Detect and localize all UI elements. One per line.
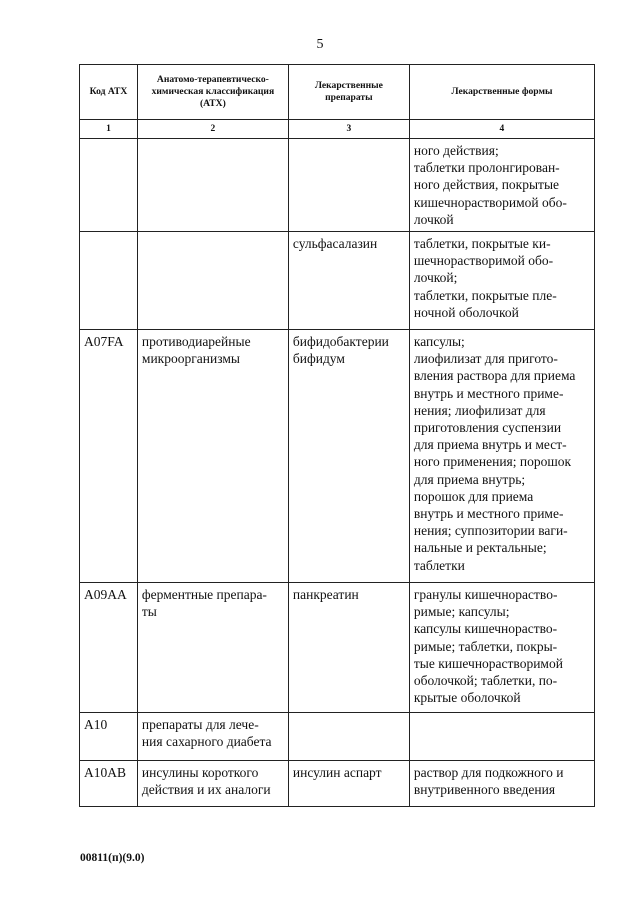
cell-text-line: гранулы кишечнораство-	[413, 587, 558, 603]
cell-text-line: таблетки пролонгирован-	[413, 160, 560, 176]
cell-drug	[288, 330, 409, 583]
header-atc-classification: Анатомо-терапевтическо-химическая классификация (АТХ)	[137, 65, 288, 120]
cell-code	[80, 583, 138, 713]
cell-text-line: препараты для лече-	[141, 717, 259, 733]
cell-drug	[288, 139, 409, 232]
table-header-row	[80, 65, 595, 120]
cell-text-line: внутривенного введения	[413, 782, 556, 798]
cell-classification	[137, 713, 288, 761]
document-footer-code: 00811(п)(9.0)	[80, 852, 145, 864]
cell-text-line: A07FA	[84, 334, 124, 350]
cell-text-line: ночной оболочкой	[413, 304, 519, 320]
column-number-row	[80, 120, 595, 139]
cell-classification	[137, 761, 288, 807]
table-body	[80, 139, 595, 807]
column-number: 4	[409, 120, 594, 139]
cell-text-line: ты	[141, 604, 157, 620]
table-row	[80, 713, 595, 761]
cell-text-line: крытые оболочкой	[413, 690, 521, 706]
cell-forms	[409, 713, 594, 761]
cell-code	[80, 139, 138, 232]
cell-text-line: бифидобактерии	[292, 334, 389, 350]
cell-text-line: противодиарейные	[141, 334, 251, 350]
cell-code	[80, 761, 138, 807]
cell-forms	[409, 583, 594, 713]
cell-code	[80, 330, 138, 583]
cell-classification	[137, 139, 288, 232]
cell-text-line: инсулин аспарт	[292, 765, 382, 781]
cell-forms	[409, 761, 594, 807]
cell-text-line: действия и их аналоги	[141, 782, 271, 798]
cell-text-line: порошок для приема	[413, 488, 534, 504]
cell-text-line: ного применения; порошок	[413, 454, 572, 470]
cell-text-line: нения; лиофилизат для	[413, 402, 546, 418]
cell-text-line: римые; таблетки, покры-	[413, 638, 558, 654]
cell-text-line: вления раствора для приема	[413, 368, 576, 384]
cell-text-line: A10	[84, 717, 108, 733]
cell-drug	[288, 232, 409, 330]
column-number: 1	[80, 120, 138, 139]
table-row	[80, 761, 595, 807]
cell-drug	[288, 713, 409, 761]
cell-text-line: оболочкой; таблетки, по-	[413, 673, 558, 689]
cell-text-line: таблетки	[413, 557, 465, 573]
cell-text-line: панкреатин	[292, 587, 359, 603]
cell-text-line: шечнорастворимой обо-	[413, 253, 554, 269]
atc-table	[79, 64, 595, 807]
cell-text-line: тые кишечнорастворимой	[413, 655, 563, 671]
cell-text-line: сульфасалазин	[292, 236, 378, 252]
table-row	[80, 232, 595, 330]
header-dosage-forms: Лекарственные формы	[409, 65, 594, 120]
page-number: 5	[316, 37, 324, 52]
cell-text-line: кишечнорастворимой обо-	[413, 194, 567, 210]
cell-drug	[288, 761, 409, 807]
cell-code	[80, 232, 138, 330]
cell-classification	[137, 583, 288, 713]
table-row	[80, 583, 595, 713]
column-number: 3	[288, 120, 409, 139]
cell-text-line: ферментные препара-	[141, 587, 267, 603]
cell-text-line: для приема внутрь;	[413, 471, 526, 487]
cell-text-line: микроорганизмы	[141, 351, 240, 367]
header-drugs: Лекарственные препараты	[288, 65, 409, 120]
cell-classification	[137, 330, 288, 583]
cell-text-line: ного действия;	[413, 143, 499, 158]
cell-text-line: лиофилизат для пригото-	[413, 351, 558, 367]
cell-forms	[409, 232, 594, 330]
cell-text-line: капсулы кишечнораство-	[413, 621, 558, 637]
cell-text-line: внутрь и местного приме-	[413, 506, 564, 522]
cell-text-line: ния сахарного диабета	[141, 734, 272, 750]
cell-classification	[137, 232, 288, 330]
cell-text-line: раствор для подкожного и	[413, 765, 564, 781]
cell-code	[80, 713, 138, 761]
cell-drug	[288, 583, 409, 713]
cell-forms	[409, 139, 594, 232]
cell-text-line: инсулины короткого	[141, 765, 259, 781]
table-row	[80, 330, 595, 583]
header-atc-code: Код АТХ	[80, 65, 138, 120]
cell-text-line: ного действия, покрытые	[413, 177, 560, 193]
table-row	[80, 139, 595, 232]
cell-text-line: римые; капсулы;	[413, 604, 510, 620]
cell-text-line: внутрь и местного приме-	[413, 385, 564, 401]
cell-text-line: таблетки, покрытые пле-	[413, 287, 557, 303]
cell-text-line: для приема внутрь и мест-	[413, 437, 567, 453]
cell-text-line: таблетки, покрытые ки-	[413, 236, 551, 252]
cell-text-line: нения; суппозитории ваги-	[413, 523, 568, 539]
cell-text-line: лочкой	[413, 211, 454, 227]
cell-text-line: капсулы;	[413, 334, 465, 350]
cell-text-line: A10AB	[84, 765, 127, 781]
cell-text-line: бифидум	[292, 351, 345, 367]
cell-text-line: приготовления суспензии	[413, 420, 562, 436]
cell-text-line: лочкой;	[413, 270, 458, 286]
cell-forms	[409, 330, 594, 583]
cell-text-line: A09AA	[84, 587, 127, 603]
column-number: 2	[137, 120, 288, 139]
cell-text-line: нальные и ректальные;	[413, 540, 547, 556]
